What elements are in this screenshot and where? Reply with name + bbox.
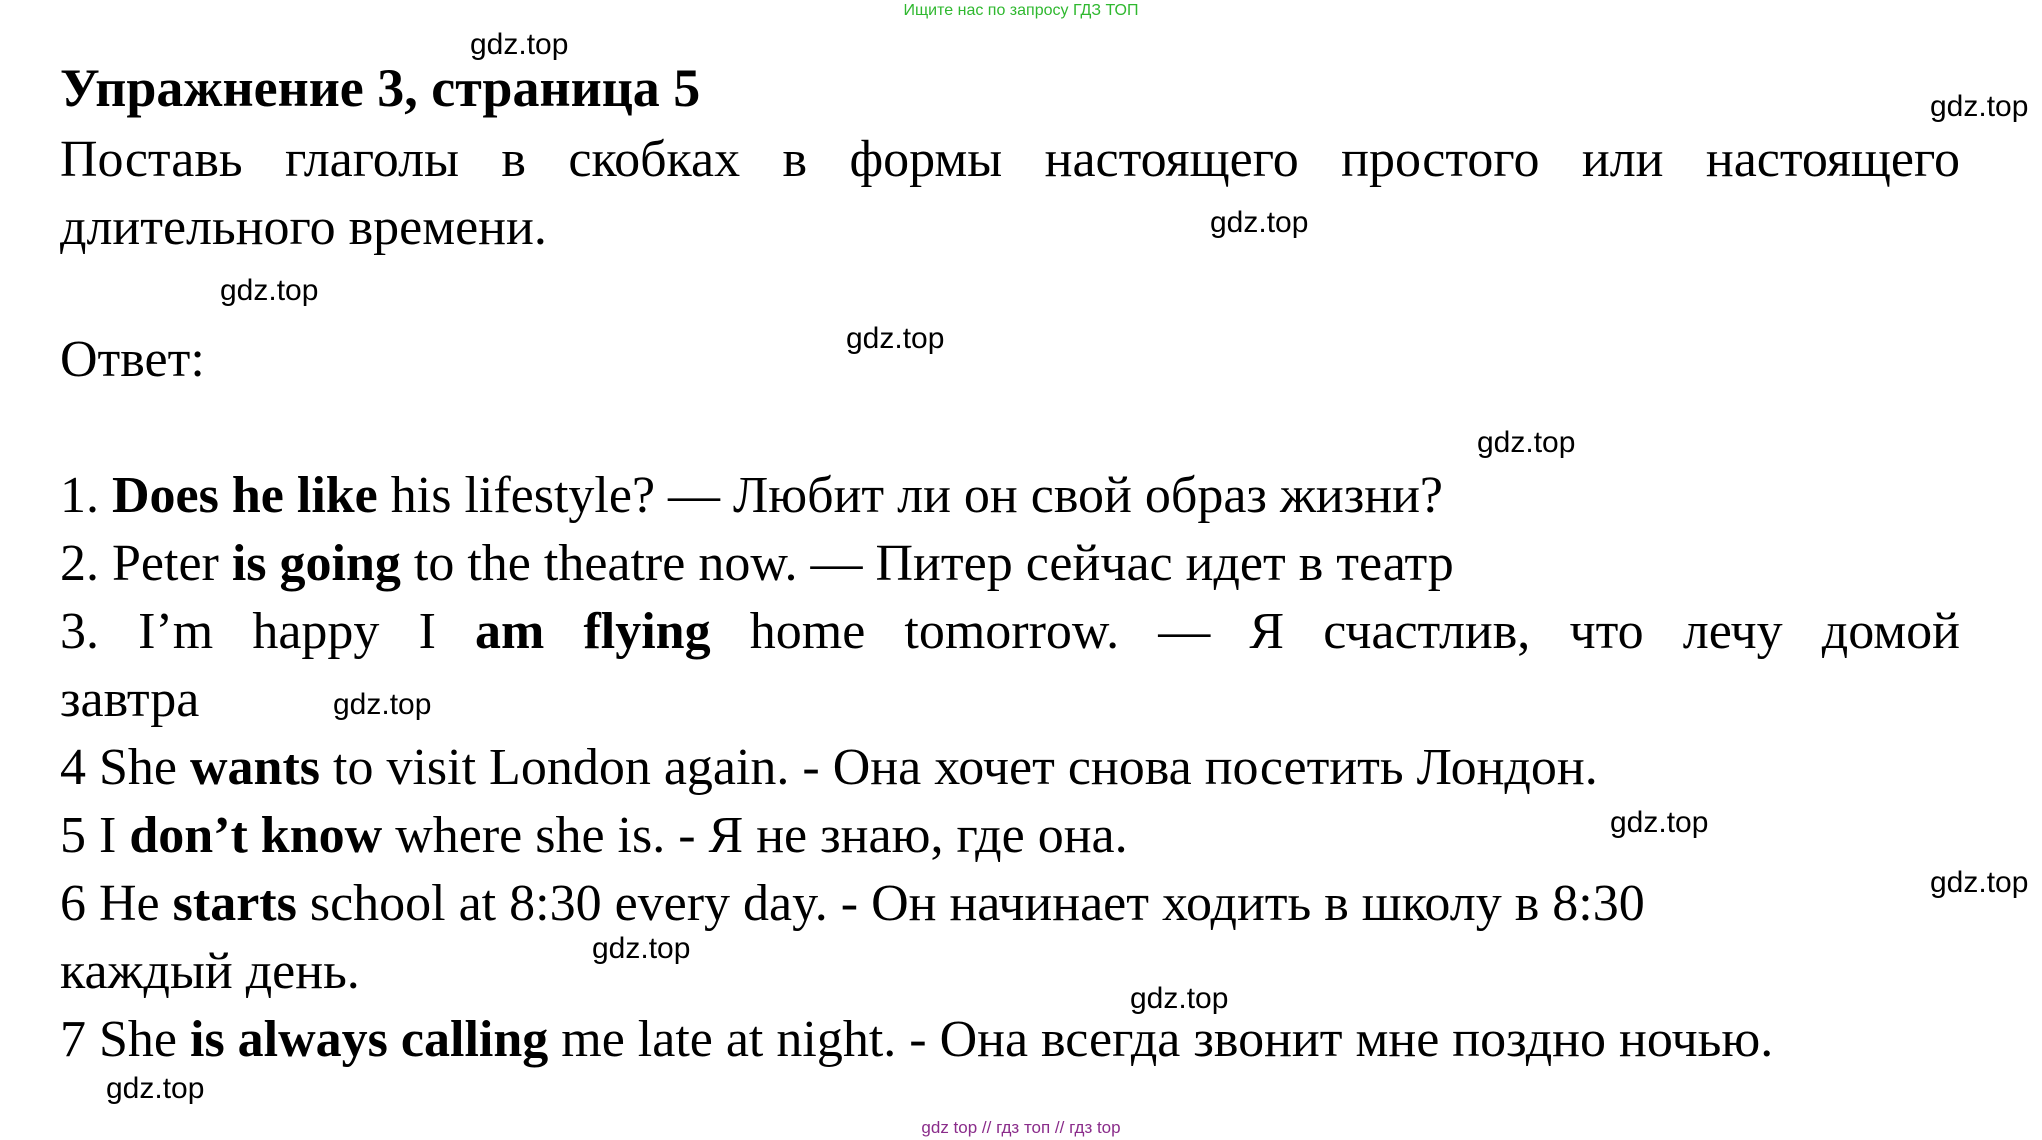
watermark: gdz.top <box>1130 982 1229 1015</box>
answer-item-3-continuation: завтра <box>60 671 200 728</box>
watermark: gdz.top <box>846 322 945 355</box>
answer-item-5: 5 I don’t know where she is. - Я не знаю, где она. <box>60 807 1128 864</box>
watermark: gdz.top <box>1930 866 2029 899</box>
watermark: gdz.top <box>1477 426 1576 459</box>
answer-item-6: 6 He starts school at 8:30 every day. - Он начинает ходить в школу в 8:30 <box>60 875 1645 932</box>
answer-list <box>60 462 1960 1074</box>
watermark: gdz.top <box>592 932 691 965</box>
watermark: gdz.top <box>470 28 569 61</box>
answer-item-4: 4 She wants to visit London again. - Она хочет снова посетить Лондон. <box>60 739 1598 796</box>
watermark: gdz.top <box>1610 806 1709 839</box>
page-title: Упражнение 3, страница 5 <box>60 58 701 118</box>
watermark: gdz.top <box>220 274 319 307</box>
answer-item-6-continuation: каждый день. <box>60 943 360 1000</box>
answer-label: Ответ: <box>60 331 205 388</box>
instruction-text: Поставь глаголы в скобках в формы настоящего простого или настоящего длительного времени. <box>60 131 1960 256</box>
answer-item-2: 2. Peter is going to the theatre now. — Питер сейчас идет в театр <box>60 535 1454 592</box>
footer-watermark: gdz top // гдз топ // гдз top <box>921 1118 1121 1137</box>
watermark: gdz.top <box>333 688 432 721</box>
answer-item-7: 7 She is always calling me late at night. - Она всегда звонит мне поздно ночью. <box>60 1011 1774 1068</box>
watermark: gdz.top <box>106 1072 205 1105</box>
watermark: gdz.top <box>1210 206 1309 239</box>
answer-item-1: 1. Does he like his lifestyle? — Любит ли он свой образ жизни? <box>60 467 1443 524</box>
top-banner: Ищите нас по запросу ГДЗ ТОП <box>903 2 1139 19</box>
watermark: gdz.top <box>1930 90 2029 123</box>
answer-item-3: 3. I’m happy I am flying home tomorrow. — Я счастлив, что лечу домой <box>60 603 1960 660</box>
